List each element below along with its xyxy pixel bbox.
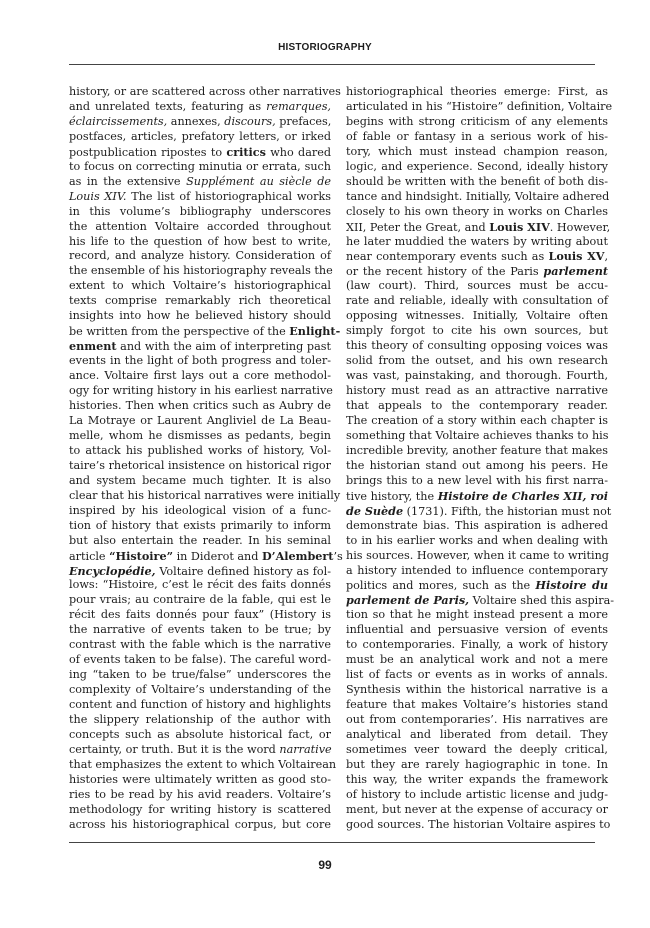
- text-run: as in the extensive: [69, 174, 187, 188]
- text-line: [346, 235, 608, 250]
- text-line: [346, 205, 608, 220]
- text-run: tive history, the: [346, 489, 438, 503]
- footer-rule: [69, 842, 595, 843]
- text-run: ing “taken to be true/false” underscores the: [69, 668, 331, 682]
- text-run: prefaces,: [275, 114, 332, 128]
- text-line: [346, 489, 608, 504]
- text-run: ,: [604, 250, 608, 264]
- text-run: histories were ultimately written as good sto-: [69, 772, 331, 786]
- text-line: [346, 459, 608, 474]
- text-run: historiographical theories emerge: First, as: [346, 85, 608, 98]
- text-line: [69, 623, 331, 638]
- text-line: [69, 504, 331, 519]
- emphasis-text: Louis XIV.: [69, 189, 127, 203]
- running-header: HISTORIOGRAPHY: [278, 42, 372, 53]
- text-run: of events taken to be false). The careful word-: [69, 653, 331, 667]
- text-run: history, or are scattered across other narratives: [69, 85, 341, 98]
- text-run: the historian stand out among his peers. He: [346, 458, 608, 472]
- text-line: [346, 593, 615, 608]
- text-run: record, and analyze history. Consideration of: [69, 249, 331, 263]
- text-run: a history intended to influence contemporary: [346, 563, 608, 577]
- text-line: [346, 788, 608, 803]
- text-run: ance. Voltaire first lays out a core methodol-: [69, 369, 331, 383]
- text-run: near contemporary events such as: [346, 250, 549, 264]
- text-line: [346, 713, 608, 728]
- text-line: [346, 249, 608, 264]
- text-run: but they are rarely hagiographic in tone. In: [346, 757, 608, 771]
- text-run: extent to which Voltaire’s historiographical: [69, 279, 331, 293]
- text-line: [69, 414, 331, 429]
- text-line: [69, 249, 331, 264]
- text-run: La Motraye or Laurent Angliviel de La Beau-: [69, 413, 331, 427]
- text-run: complexity of Voltaire’s understanding of the: [69, 683, 331, 697]
- text-run: (law court). Third, sources must be accu-: [346, 279, 608, 293]
- text-line: [69, 803, 331, 818]
- text-line: [69, 757, 337, 773]
- text-line: [69, 190, 331, 205]
- text-run: ogy for writing history in his earliest narrative: [69, 384, 333, 398]
- text-run: feature that makes Voltaire’s histories stand: [346, 698, 608, 712]
- text-run: and system became much tighter. It is also: [69, 473, 331, 487]
- text-line: [69, 728, 331, 743]
- text-line: [346, 608, 608, 623]
- text-line: [69, 593, 331, 608]
- right-text-column: [346, 85, 615, 833]
- text-line: [69, 264, 331, 279]
- text-line: [69, 130, 331, 145]
- text-run: and unrelated texts, featuring as: [69, 99, 267, 113]
- text-run: the attention Voltaire accorded throughout: [69, 219, 331, 233]
- text-line: [69, 474, 331, 489]
- text-run: (1731). Fifth, the historian must not: [403, 504, 612, 518]
- emphasis-text: discours,: [224, 114, 276, 128]
- text-line: [346, 130, 608, 145]
- text-line: [346, 534, 608, 549]
- text-line: [346, 743, 608, 758]
- text-run: Voltaire shed this aspira-: [469, 594, 615, 608]
- text-line: [346, 503, 612, 519]
- text-run: annexes,: [167, 114, 225, 128]
- text-line: [69, 743, 331, 758]
- text-run: in Diderot and: [173, 549, 262, 563]
- text-line: [69, 399, 331, 414]
- text-line: [69, 309, 331, 324]
- text-run: inspired by his ideological vision of a func-: [69, 503, 331, 517]
- text-run: to focus on correcting minutia or errata, such: [69, 159, 331, 173]
- text-run: Synthesis within the historical narrative is a: [346, 683, 608, 697]
- text-line: [69, 564, 331, 579]
- text-line: [346, 190, 608, 205]
- text-run: the narrative of events taken to be true; by: [69, 623, 331, 637]
- text-run: of history to include artistic license and judg-: [346, 787, 608, 801]
- text-line: [346, 399, 608, 414]
- text-line: [69, 444, 331, 459]
- text-run: of fable or fantasy in a serious work of his-: [346, 129, 608, 143]
- text-run: tion of history that exists primarily to inform: [69, 518, 331, 532]
- text-line: [346, 549, 608, 564]
- text-run: The creation of a story within each chapter is: [346, 413, 608, 427]
- text-line: [346, 219, 611, 235]
- text-line: [69, 205, 331, 220]
- text-run: this way, the writer expands the framework: [346, 772, 608, 786]
- text-line: [346, 384, 608, 399]
- text-run: Voltaire defined history as fol-: [155, 564, 331, 578]
- text-run: must be an analytical work and not a mere: [346, 653, 608, 667]
- text-run: the slippery relationship of the author with: [69, 713, 331, 727]
- text-line: [346, 773, 608, 788]
- text-line: [69, 160, 331, 175]
- text-line: [69, 279, 331, 294]
- text-line: [346, 414, 608, 429]
- text-line: [346, 698, 608, 713]
- text-run: influential and persuasive version of events: [346, 623, 608, 637]
- emphasis-text: Enlight-: [289, 324, 341, 339]
- text-run: opposing witnesses. Initially, Voltaire often: [346, 309, 608, 323]
- text-run: should be written with the benefit of both dis-: [346, 174, 608, 188]
- text-line: [346, 294, 608, 309]
- text-line: [69, 145, 331, 160]
- text-run: across his historiographical corpus, but core: [69, 817, 331, 831]
- text-run: content and function of history and highlights: [69, 698, 331, 712]
- text-run: history must read as an attractive narrative: [346, 384, 608, 398]
- text-line: [69, 324, 341, 339]
- text-run: rate and reliable, ideally with consultation of: [346, 294, 608, 308]
- text-run: analytical and liberated from detail. They: [346, 727, 608, 741]
- text-line: [69, 519, 331, 534]
- text-line: [346, 728, 608, 743]
- emphasis-text: de Suède: [346, 503, 404, 518]
- text-run: certainty, or truth. But it is the word: [69, 742, 280, 756]
- emphasis-text: parlement: [543, 264, 608, 279]
- text-line: [69, 698, 331, 713]
- text-run: ’s: [333, 549, 343, 563]
- text-line: [69, 429, 331, 444]
- text-run: good sources. The historian Voltaire aspires to: [346, 817, 611, 831]
- text-run: tion so that he might instead present a more: [346, 608, 608, 622]
- emphasis-text: critics: [226, 144, 266, 159]
- text-line: [69, 384, 331, 399]
- text-line: [346, 803, 608, 818]
- text-run: lows: “Histoire, c’est le récit des faits donnés: [69, 578, 331, 592]
- text-run: taire’s rhetorical insistence on historical rigor: [69, 458, 331, 472]
- text-run: his life to the question of how best to write,: [69, 234, 331, 248]
- text-line: [346, 758, 608, 773]
- emphasis-text: éclaircissements,: [69, 114, 168, 128]
- text-line: [346, 339, 608, 354]
- text-line: [346, 279, 608, 294]
- text-line: [69, 175, 331, 190]
- text-line: [346, 578, 608, 593]
- text-run: brings this to a new level with his first narra-: [346, 473, 608, 487]
- text-line: [69, 115, 331, 130]
- text-run: and with the aim of interpreting past: [116, 340, 331, 354]
- text-line: [69, 668, 331, 683]
- text-run: clear that his historical narratives were initially: [69, 488, 341, 502]
- text-line: [346, 519, 608, 534]
- text-run: to in his earlier works and when dealing with: [346, 533, 608, 547]
- text-run: to attack his published works of history, Vol-: [69, 443, 331, 457]
- text-line: [346, 354, 608, 369]
- text-run: articulated in his “Histoire” definition, Voltaire: [346, 99, 613, 113]
- text-run: methodology for writing history is scattered: [69, 802, 331, 816]
- text-run: The list of historiographical works: [126, 189, 331, 203]
- emphasis-text: Encyclopédie,: [69, 563, 156, 578]
- text-run: be written from the perspective of the: [69, 325, 290, 339]
- text-line: [69, 369, 331, 384]
- text-run: events in the light of both progress and toler-: [69, 354, 331, 368]
- emphasis-text: Supplément au siècle de: [186, 174, 331, 188]
- emphasis-text: “Histoire”: [109, 548, 174, 563]
- text-run: closely to his own theory in works on Charles: [346, 204, 608, 218]
- text-run: insights into how he believed history should: [69, 309, 331, 323]
- text-run: solid from the outset, and his own research: [346, 354, 608, 368]
- text-run: his sources. However, when it came to writing: [346, 548, 609, 562]
- text-line: [69, 459, 331, 474]
- text-line: [69, 653, 331, 668]
- text-line: [346, 309, 608, 324]
- text-run: XII, Peter the Great, and: [346, 220, 490, 234]
- text-line: [69, 818, 331, 833]
- text-line: [346, 638, 608, 653]
- text-run: article: [69, 549, 110, 563]
- text-run: ries to be read by his avid readers. Voltaire’s: [69, 787, 331, 801]
- text-line: [69, 578, 331, 593]
- text-line: [346, 85, 608, 100]
- text-line: [69, 713, 331, 728]
- text-line: [346, 474, 608, 489]
- emphasis-text: enment: [69, 339, 117, 354]
- text-run: to contemporaries. Finally, a work of history: [346, 638, 608, 652]
- emphasis-text: narrative: [279, 742, 332, 756]
- text-line: [69, 85, 341, 100]
- text-run: the ensemble of his historiography reveals the: [69, 264, 333, 278]
- text-run: . However,: [549, 220, 611, 234]
- emphasis-text: Louis XIV: [489, 219, 550, 234]
- text-run: out from contemporaries’. His narratives are: [346, 713, 608, 727]
- text-line: [346, 444, 608, 459]
- text-run: melle, whom he dismisses as pedants, begin: [69, 428, 331, 442]
- text-line: [69, 339, 331, 354]
- text-line: [69, 608, 331, 623]
- text-line: [346, 324, 608, 339]
- text-run: demonstrate bias. This aspiration is adhered: [346, 518, 608, 532]
- text-line: [69, 638, 331, 653]
- text-run: ment, but never at the expense of accuracy or: [346, 802, 608, 816]
- text-line: [346, 817, 611, 833]
- text-run: begins with strong criticism of any elements: [346, 114, 608, 128]
- text-line: [69, 534, 331, 549]
- text-run: récit des faits donnés pour faux” (History is: [69, 608, 331, 622]
- text-run: tory, which must instead champion reason,: [346, 144, 608, 158]
- text-run: histories. Then when critics such as Aubry de: [69, 399, 331, 413]
- emphasis-text: Histoire de Charles XII, roi: [437, 488, 608, 503]
- text-run: incredible brevity, another feature that makes: [346, 443, 608, 457]
- text-run: something that Voltaire achieves thanks to his: [346, 428, 609, 442]
- text-line: [346, 145, 608, 160]
- text-run: pour vrais; au contraire de la fable, qui est le: [69, 593, 331, 607]
- text-run: simply forgot to cite his own sources, but: [346, 324, 608, 338]
- text-run: postfaces, articles, prefatory letters, or irked: [69, 129, 331, 143]
- text-line: [69, 488, 341, 504]
- text-run: postpublication ripostes to: [69, 145, 227, 159]
- text-run: that appeals to the contemporary reader.: [346, 399, 608, 413]
- header-rule: [69, 64, 595, 65]
- text-run: who dared: [265, 145, 331, 159]
- text-run: concepts such as absolute historical fact, or: [69, 727, 331, 741]
- text-line: [346, 623, 608, 638]
- text-line: [346, 160, 608, 175]
- emphasis-text: remarques,: [266, 99, 331, 113]
- text-line: [69, 235, 331, 250]
- text-run: he later muddied the waters by writing about: [346, 234, 608, 248]
- text-line: [346, 115, 608, 130]
- text-run: texts comprise remarkably rich theoretical: [69, 294, 331, 308]
- text-line: [346, 683, 608, 698]
- emphasis-text: parlement de Paris,: [346, 593, 470, 608]
- text-line: [69, 354, 331, 369]
- text-line: [69, 294, 331, 309]
- text-line: [346, 264, 608, 279]
- text-line: [346, 653, 608, 668]
- emphasis-text: D’Alembert: [261, 548, 334, 563]
- text-line: [69, 220, 331, 235]
- text-line: [69, 773, 331, 788]
- emphasis-text: Histoire du: [535, 578, 608, 593]
- text-line: [69, 788, 331, 803]
- text-run: but also entertain the reader. In his seminal: [69, 533, 331, 547]
- text-run: politics and mores, such as the: [346, 579, 536, 593]
- page-number: 99: [318, 858, 332, 872]
- text-run: list of facts or events as in works of annals.: [346, 668, 608, 682]
- text-run: sometimes veer toward the deeply critical,: [346, 742, 608, 756]
- text-run: was vast, painstaking, and thorough. Fourth,: [346, 369, 608, 383]
- text-line: [346, 175, 608, 190]
- text-run: logic, and experience. Second, ideally history: [346, 159, 608, 173]
- text-line: [69, 100, 331, 115]
- text-run: in this volume’s bibliography underscores: [69, 204, 331, 218]
- text-line: [346, 369, 608, 384]
- text-line: [69, 548, 343, 564]
- text-line: [346, 429, 608, 444]
- text-run: that emphasizes the extent to which Voltairean: [69, 757, 337, 771]
- text-line: [69, 683, 331, 698]
- text-line: [346, 564, 608, 579]
- text-line: [346, 668, 608, 683]
- text-run: tance and hindsight. Initially, Voltaire adhered: [346, 189, 610, 203]
- text-run: this theory of consulting opposing voices was: [346, 339, 608, 353]
- text-line: [346, 99, 613, 115]
- text-run: or the recent history of the Paris: [346, 265, 544, 279]
- emphasis-text: Louis XV: [548, 249, 605, 264]
- text-run: contrast with the fable which is the narrative: [69, 638, 331, 652]
- left-text-column: [69, 85, 343, 833]
